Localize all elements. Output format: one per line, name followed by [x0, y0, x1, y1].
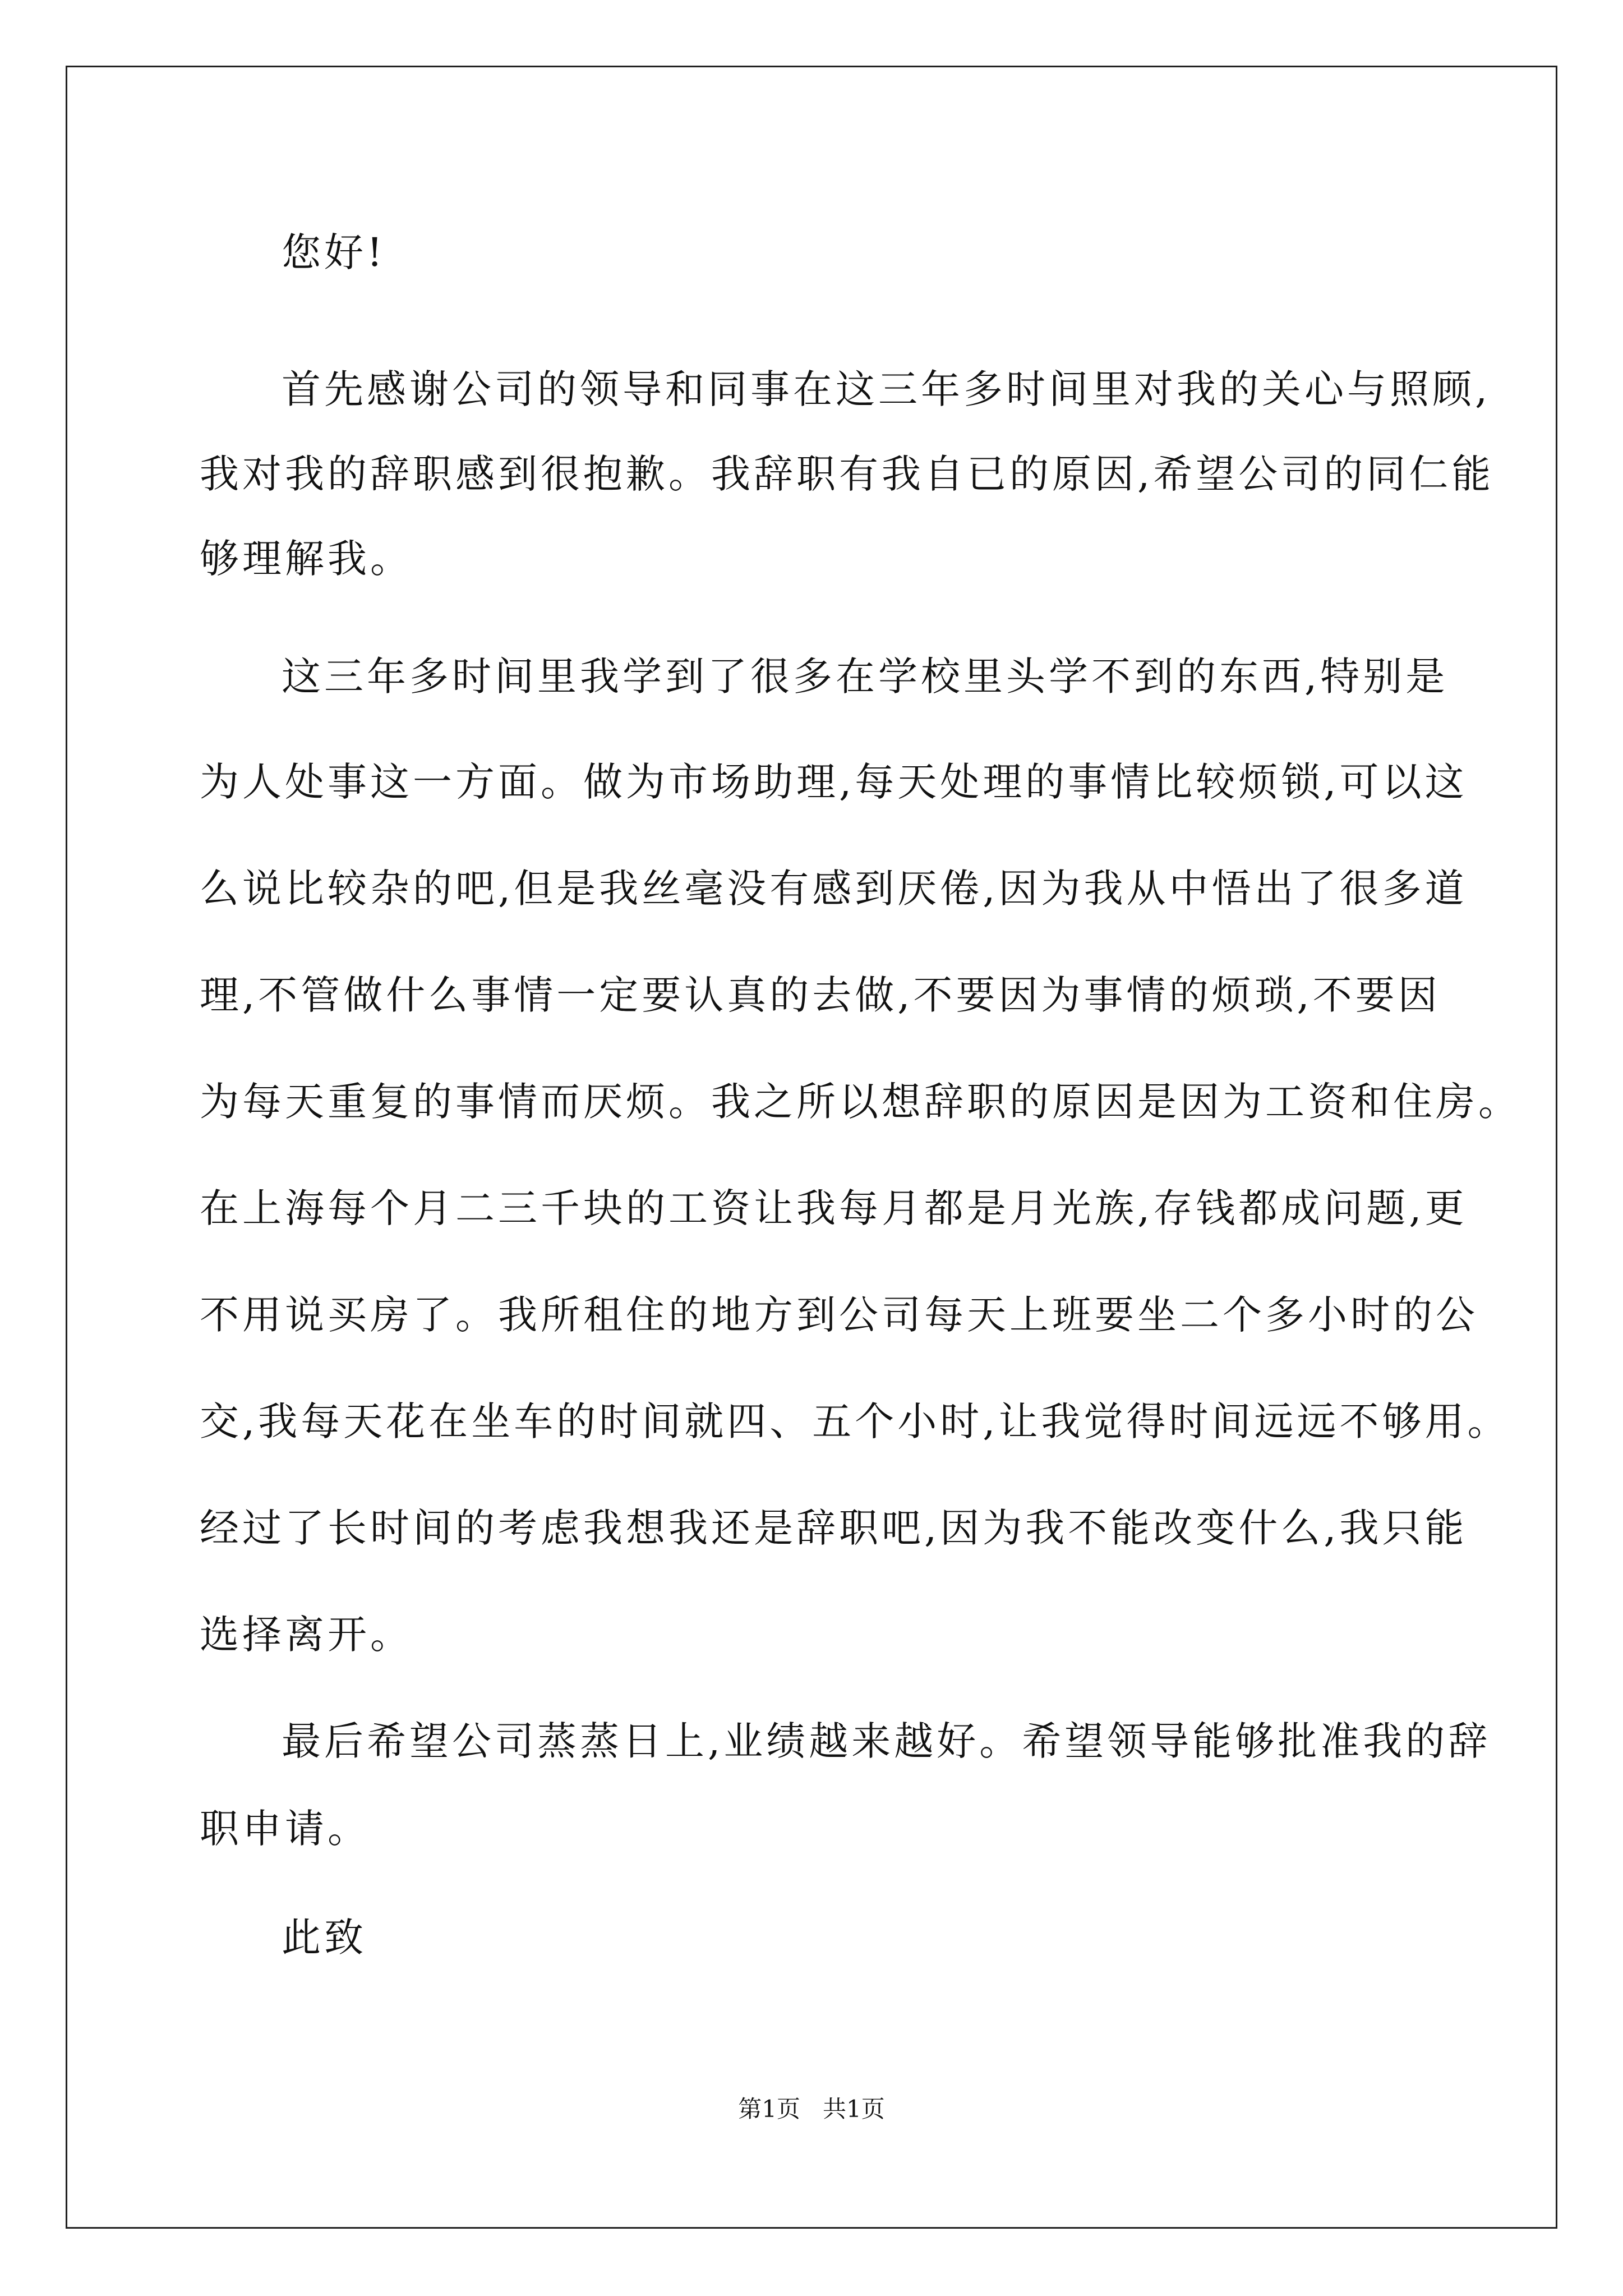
paragraph-2-line-2: 为人处事这一方面。做为市场助理,每天处理的事情比较烦锁,可以这 [200, 759, 1468, 805]
paragraph-2-line-4: 理,不管做什么事情一定要认真的去做,不要因为事情的烦琐,不要因 [200, 972, 1441, 1018]
greeting: 您好! [282, 229, 386, 275]
paragraph-1-line-3: 够理解我。 [200, 536, 413, 582]
closing: 此致 [282, 1915, 367, 1961]
paragraph-2-line-1: 这三年多时间里我学到了很多在学校里头学不到的东西,特别是 [282, 654, 1449, 700]
paragraph-2-line-6: 在上海每个月二三千块的工资让我每月都是月光族,存钱都成问题,更 [200, 1185, 1468, 1231]
page-total: 共1页 [823, 2095, 885, 2123]
paragraph-1-line-1: 首先感谢公司的领导和同事在这三年多时间里对我的关心与照顾, [282, 366, 1491, 412]
page-number: 第1页 [738, 2095, 800, 2123]
paragraph-3-line-2: 职申请。 [200, 1806, 370, 1852]
paragraph-2-line-9: 经过了长时间的考虑我想我还是辞职吧,因为我不能改变什么,我只能 [200, 1505, 1468, 1551]
page-footer [0, 2095, 1623, 2123]
paragraph-1-line-2: 我对我的辞职感到很抱歉。我辞职有我自已的原因,希望公司的同仁能 [200, 451, 1495, 497]
paragraph-2-line-3: 么说比较杂的吧,但是我丝毫没有感到厌倦,因为我从中悟出了很多道 [200, 866, 1468, 912]
paragraph-2-line-8: 交,我每天花在坐车的时间就四、五个小时,让我觉得时间远远不够用。 [200, 1398, 1510, 1444]
paragraph-2-line-10: 选择离开。 [200, 1612, 413, 1658]
paragraph-2-line-5: 为每天重复的事情而厌烦。我之所以想辞职的原因是因为工资和住房。 [200, 1079, 1521, 1125]
paragraph-2-line-7: 不用说买房了。我所租住的地方到公司每天上班要坐二个多小时的公 [200, 1292, 1478, 1338]
paragraph-3-line-1: 最后希望公司蒸蒸日上,业绩越来越好。希望领导能够批准我的辞 [282, 1718, 1491, 1764]
